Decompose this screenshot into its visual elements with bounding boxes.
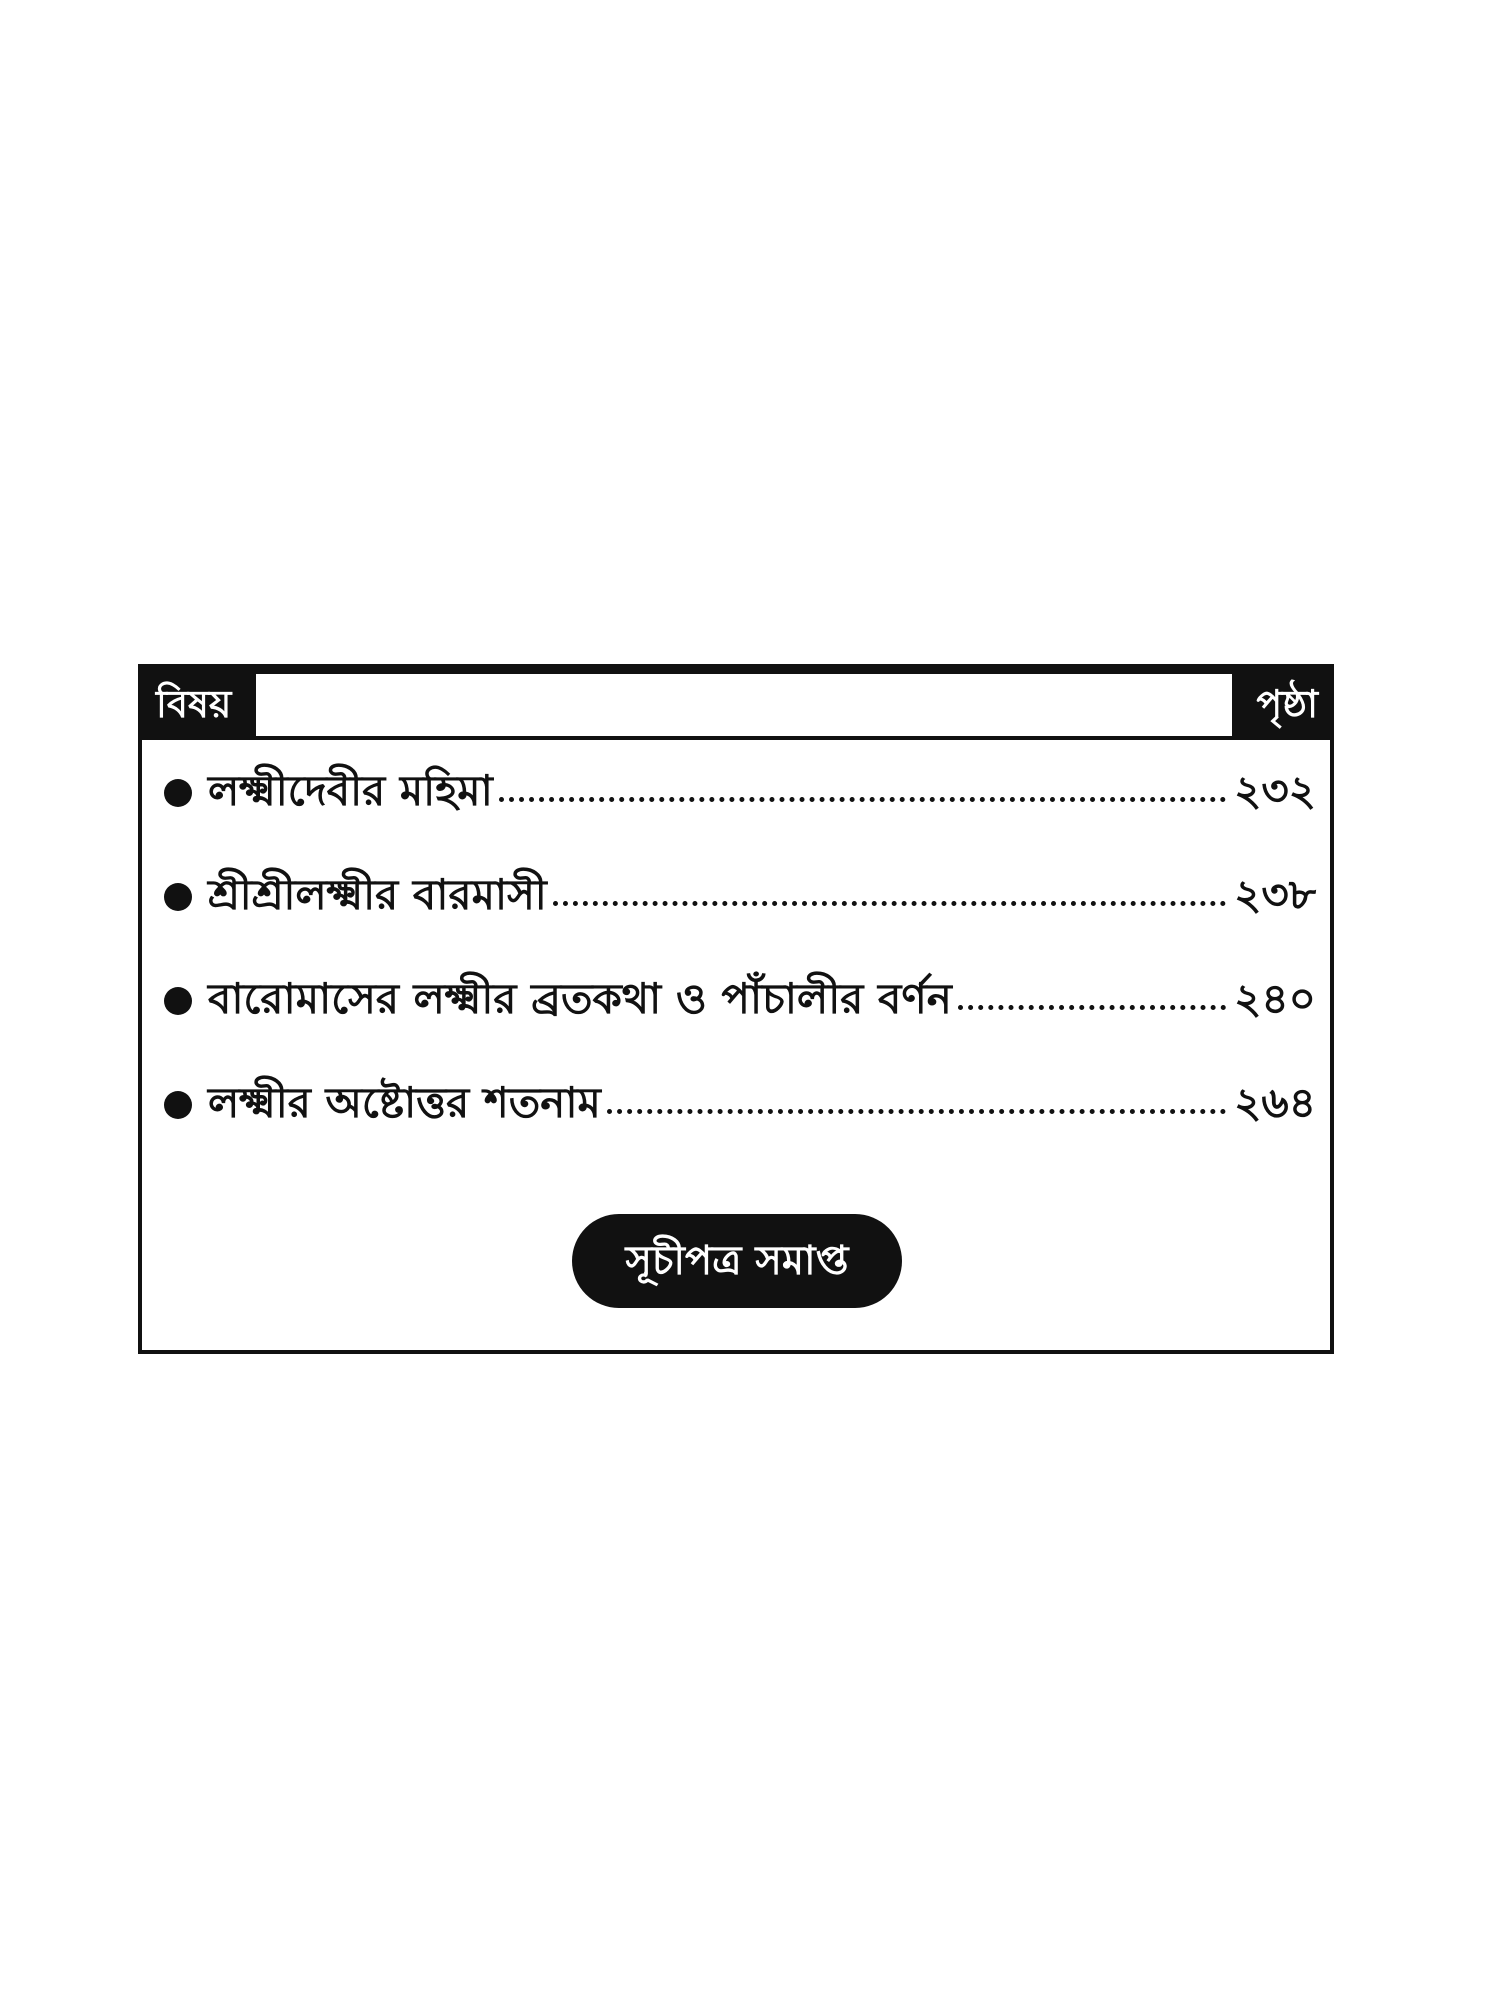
dot-leader	[499, 797, 1226, 802]
toc-entry	[142, 862, 1330, 932]
topic-heading: বিষয়	[156, 682, 232, 726]
toc-entry	[142, 1070, 1330, 1140]
dot-leader	[607, 1109, 1226, 1114]
toc-entry	[142, 966, 1330, 1036]
bullet-icon	[164, 987, 192, 1015]
end-of-contents-badge: সূচীপত্র সমাপ্ত	[572, 1214, 902, 1308]
bullet-icon	[164, 1091, 192, 1119]
toc-entry	[142, 758, 1330, 828]
entry-page-number: ২৬৪	[1234, 1077, 1316, 1127]
entry-title: লক্ষ্মীর অষ্টোত্তর শতনাম	[208, 1077, 601, 1127]
entry-page-number: ২৪০	[1234, 973, 1316, 1023]
dot-leader	[553, 901, 1226, 906]
entry-page-number: ২৩২	[1234, 765, 1316, 815]
table-of-contents	[138, 664, 1334, 1354]
toc-list	[142, 758, 1330, 1174]
bullet-icon	[164, 779, 192, 807]
entry-title: লক্ষ্মীদেবীর মহিমা	[208, 765, 493, 815]
entry-title: শ্রীশ্রীলক্ষ্মীর বারমাসী	[208, 869, 547, 919]
header-divider-bar	[256, 674, 1232, 736]
dot-leader	[958, 1005, 1226, 1010]
entry-title: বারোমাসের লক্ষ্মীর ব্রতকথা ও পাঁচালীর বর্ণন	[208, 973, 952, 1023]
toc-header	[142, 668, 1330, 740]
entry-page-number: ২৩৮	[1234, 869, 1316, 919]
page-heading: পৃষ্ঠা	[1256, 682, 1318, 726]
bullet-icon	[164, 883, 192, 911]
